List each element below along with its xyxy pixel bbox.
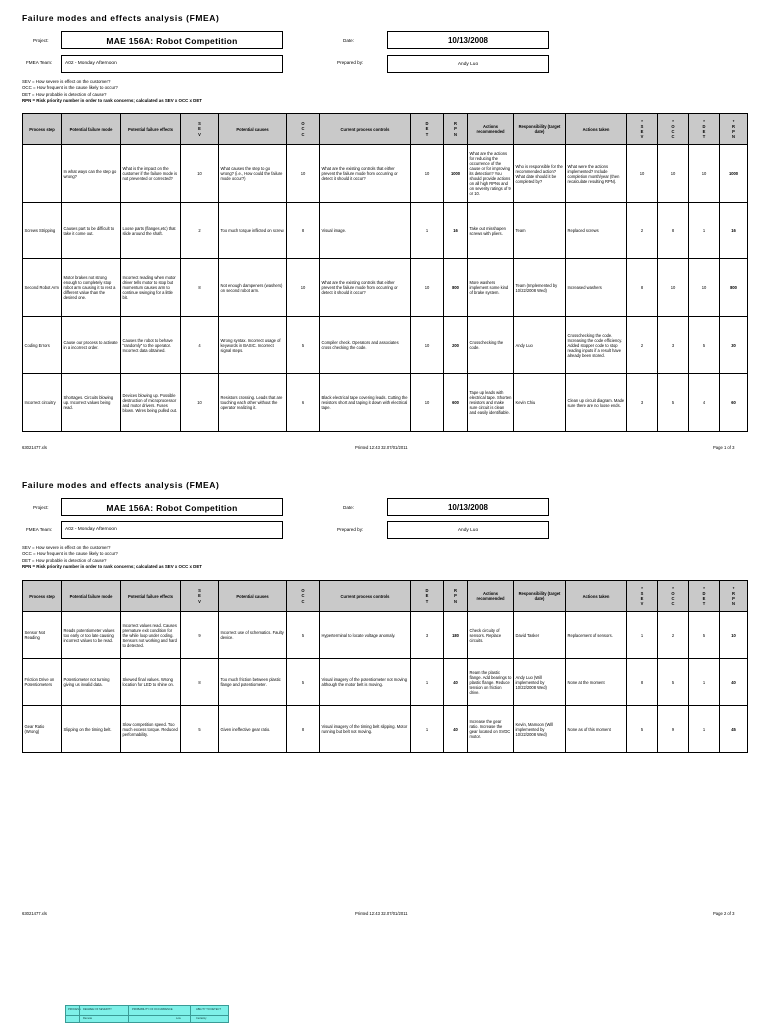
project-value: MAE 156A: Robot Competition	[106, 36, 238, 46]
table-cell[interactable]: Screws Stripping	[23, 203, 62, 259]
table-cell[interactable]: Too much torque inflicted on screw.	[219, 203, 287, 259]
team-label: FMEA Team:	[26, 527, 53, 532]
table-cell[interactable]: Not enough dampeners (washers) on second robot arm.	[219, 259, 287, 317]
table-cell[interactable]: More washers implement some kind of brake system.	[468, 259, 514, 317]
header-causes: Potential causes	[219, 581, 287, 612]
date-field[interactable]	[387, 498, 549, 516]
header-det: DET	[411, 114, 444, 145]
table-cell[interactable]: Check circuity of sensors. Replace circuits.	[468, 612, 514, 659]
table-cell[interactable]: Sensor Not Reading	[23, 612, 62, 659]
header-rpn: RPN	[444, 581, 468, 612]
table-row	[23, 145, 748, 203]
header-actions-recommended: Actions recommended	[468, 114, 514, 145]
table-cell[interactable]: 180	[444, 612, 468, 659]
table-cell[interactable]: 10	[627, 145, 658, 203]
table-cell[interactable]: What are the existing controls that either prevent the failure mode from occurring or detect it should it occur?	[320, 259, 411, 317]
table-cell[interactable]: Who is responsible for the recommended action? What date should it be completed by?	[514, 145, 566, 203]
footer-printed: Printed 12:43 32.07/01/2011	[355, 911, 408, 916]
header-process-step: Process step	[23, 114, 62, 145]
table-cell[interactable]: 1	[411, 203, 444, 259]
table-cell[interactable]: What are the actions for reducing the occurrence of the cause or for improving its detection? You should provide actions on all high RPNs and on severity ratings of 9 or 10.	[468, 145, 514, 203]
table-cell[interactable]: Increased washers	[566, 259, 627, 317]
team-field[interactable]	[61, 521, 283, 539]
table-row	[23, 706, 748, 753]
table-cell[interactable]: Causes part to be difficult to take it come out.	[62, 203, 121, 259]
table-cell[interactable]: Andy Luo	[514, 317, 566, 374]
table-cell[interactable]: 3	[627, 374, 658, 432]
table-cell[interactable]: Ream the plastic flange. Add bearings to plastic flange. Reduce tension on friction drive.	[468, 659, 514, 706]
project-field[interactable]	[61, 498, 283, 516]
project-field[interactable]	[61, 31, 283, 49]
table-cell[interactable]: 10	[411, 259, 444, 317]
table-cell[interactable]: 10	[411, 317, 444, 374]
header-sev: SEV	[181, 581, 219, 612]
header-new-occ: *OCC	[658, 114, 689, 145]
table-cell[interactable]: 1	[689, 659, 720, 706]
table-cell[interactable]: 1000	[444, 145, 468, 203]
table-cell[interactable]: 600	[444, 374, 468, 432]
rating-guide-strip	[65, 1005, 229, 1023]
legend-det: DET = How probable is detection of cause?	[22, 91, 107, 97]
table-cell[interactable]: 3	[658, 317, 689, 374]
table-cell[interactable]: Replaced screws	[566, 203, 627, 259]
table-cell[interactable]: Loose parts (flanges,etc) that slide around the shaft.	[121, 203, 181, 259]
table-cell[interactable]: Resistors crossing. Leads that are touching each other without the operator realizing it.	[219, 374, 287, 432]
project-value: MAE 156A: Robot Competition	[106, 503, 238, 513]
legend-sev: SEV = How severe is effect on the customer?	[22, 79, 111, 84]
date-value: 10/13/2008	[447, 503, 489, 512]
table-cell[interactable]: 10	[658, 259, 689, 317]
header-new-rpn: *RPN	[720, 114, 748, 145]
table-cell[interactable]: Incorrect use of schematics. Faulty device.	[219, 612, 287, 659]
table-cell[interactable]: None at the moment	[566, 659, 627, 706]
table-cell[interactable]: 2	[627, 203, 658, 259]
table-cell[interactable]: Visual image.	[320, 203, 411, 259]
table-cell[interactable]: Too much friction between plastic flange and potentiometer.	[219, 659, 287, 706]
table-cell[interactable]: 10	[287, 259, 320, 317]
table-cell[interactable]: 5	[627, 706, 658, 753]
table-cell[interactable]: 10	[411, 145, 444, 203]
table-cell[interactable]: 10	[720, 612, 748, 659]
table-cell[interactable]: Visual imagery of the timing belt slipping. Motor running but belt not moving.	[320, 706, 411, 753]
strip-cell: ABILITY TO DETECT	[196, 1008, 221, 1011]
table-cell[interactable]: 5	[287, 612, 320, 659]
header-failure-effects: Potential failure effects	[121, 581, 181, 612]
table-cell[interactable]: 8	[181, 259, 219, 317]
table-cell[interactable]: Shortages. Circuits blowing up. Incorrect values being read.	[62, 374, 121, 432]
team-field[interactable]	[61, 55, 283, 73]
table-cell[interactable]: 9	[181, 612, 219, 659]
footer-page: Page 1 of 3	[713, 445, 735, 450]
legend	[22, 79, 202, 105]
table-cell[interactable]: 5	[287, 317, 320, 374]
table-cell[interactable]: Team	[514, 203, 566, 259]
fmea-table	[22, 580, 748, 753]
table-cell[interactable]	[23, 145, 62, 203]
table-cell[interactable]: David Tasker	[514, 612, 566, 659]
table-cell[interactable]: Incorrect reading when motor driver tells motor to stop but momentum causes arm to continue swinging for a little bit.	[121, 259, 181, 317]
table-cell[interactable]: 1	[411, 659, 444, 706]
table-cell[interactable]: Reads potentiometer values too early or too late causing incorrect values to be read.	[62, 612, 121, 659]
table-cell[interactable]: Visual imagery of the potentiometer not moving although the motor belt is moving.	[320, 659, 411, 706]
table-cell[interactable]: Replacement of sensors.	[566, 612, 627, 659]
table-cell[interactable]: 8	[287, 706, 320, 753]
table-cell[interactable]: Slow competition speed. Too much excess torque. Reduced performability.	[121, 706, 181, 753]
table-row	[23, 259, 748, 317]
prepared-value: Andy Luo	[457, 62, 479, 67]
fmea-table	[22, 113, 748, 432]
legend-occ: OCC = How frequent is the cause likely to occur?	[22, 551, 118, 557]
header-causes: Potential causes	[219, 114, 287, 145]
table-cell[interactable]: 3	[411, 612, 444, 659]
table-cell[interactable]: Incorrect values read. Causes premature exit condition for the while loop under coding. Sensors not working and hard to detected.	[121, 612, 181, 659]
table-cell[interactable]: What are the existing controls that either prevent the failure mode from occurring or detect it should it occur?	[320, 145, 411, 203]
table-cell[interactable]: Clean up circuit diagram. Made sure there are no loose ends.	[566, 374, 627, 432]
table-cell[interactable]: 800	[720, 259, 748, 317]
table-cell[interactable]: Given ineffective gear ratio.	[219, 706, 287, 753]
header-det: DET	[411, 581, 444, 612]
header-new-det: *DET	[689, 114, 720, 145]
table-cell[interactable]: 8	[627, 659, 658, 706]
table-cell[interactable]: What were the actions implemented? Include completion month/year (then recalculate resulting RPN).	[566, 145, 627, 203]
table-cell[interactable]: 16	[720, 203, 748, 259]
table-cell[interactable]: 5	[658, 374, 689, 432]
header-new-sev: *SEV	[627, 581, 658, 612]
footer-filename: 63021477.xls	[22, 445, 47, 450]
strip-cell: PROBABILITY OF OCCURRENCE	[132, 1008, 173, 1011]
table-cell[interactable]: 5	[287, 659, 320, 706]
header-responsibility: Responsibility (target date)	[514, 581, 566, 612]
date-label: Date:	[343, 505, 354, 510]
table-cell[interactable]: What causes the step to go wrong? (i.e., How could the failure mode occur?)	[219, 145, 287, 203]
table-cell[interactable]: Wrong syntax. Incorrect usage of keywords in BASIC. Incorrect signal steps.	[219, 317, 287, 374]
table-cell[interactable]: 1	[627, 612, 658, 659]
table-cell[interactable]: Kevin, Mamoon (Will implemented by 10/22/2008 Wed)	[514, 706, 566, 753]
table-cell[interactable]: 1000	[720, 145, 748, 203]
header-actions-recommended: Actions recommended	[468, 581, 514, 612]
table-cell[interactable]: 1	[689, 203, 720, 259]
legend-det: DET = How probable is detection of cause?	[22, 557, 107, 563]
header-actions-taken: Actions taken	[566, 114, 627, 145]
table-cell[interactable]: 45	[720, 706, 748, 753]
strip-cell: DEGREE OF SEVERITY	[83, 1008, 112, 1011]
table-cell[interactable]: Skewed final values. Wrong location for LED to shine on.	[121, 659, 181, 706]
header-process-step: Process step	[23, 581, 62, 612]
table-cell[interactable]: Cause our process to activate in a incorrect order.	[62, 317, 121, 374]
table-cell[interactable]: Black electrical tape covering leads. Cutting the resistors short and taping it down with electrical tape.	[320, 374, 411, 432]
table-cell[interactable]: Kevin Chiu	[514, 374, 566, 432]
page-title: Failure modes and effects analysis (FMEA)	[22, 13, 220, 23]
table-cell[interactable]: Devices blowing up. Possible destruction of microprocessor and motor drivers. Fuses blown. Wires being pulled out.	[121, 374, 181, 432]
table-cell[interactable]: Incorrect circuitry	[23, 374, 62, 432]
date-label: Date:	[343, 38, 354, 43]
table-cell[interactable]: Andy Luo (Will implemented by 10/22/2008 Wed)	[514, 659, 566, 706]
project-label: Project:	[33, 505, 49, 510]
table-cell[interactable]: 8	[658, 203, 689, 259]
table-cell[interactable]: Compiler check. Operators and associates cross checking the code.	[320, 317, 411, 374]
header-controls: Current process controls	[320, 581, 411, 612]
table-cell[interactable]: Friction Drive on Potentiometers	[23, 659, 62, 706]
prepared-label: Prepared by:	[337, 527, 364, 532]
prepared-label: Prepared by:	[337, 60, 364, 65]
table-cell[interactable]: Potentiometer not turning giving us invalid data.	[62, 659, 121, 706]
table-cell[interactable]: 8	[181, 659, 219, 706]
table-cell[interactable]: What is the impact on the customer if the failure mode is not prevented or corrected?	[121, 145, 181, 203]
table-cell[interactable]: 10	[411, 374, 444, 432]
footer-page: Page 2 of 3	[713, 911, 735, 916]
table-cell[interactable]: 40	[720, 659, 748, 706]
prepared-field[interactable]	[387, 521, 549, 539]
date-value: 10/13/2008	[447, 36, 489, 45]
table-cell[interactable]: 5	[658, 659, 689, 706]
footer-filename: 63021477.xls	[22, 911, 47, 916]
table-cell[interactable]: 9	[658, 706, 689, 753]
table-cell[interactable]: 4	[689, 374, 720, 432]
table-cell[interactable]: 2	[627, 317, 658, 374]
table-cell[interactable]: Team (Implemented by 10/22/2008 Wed)	[514, 259, 566, 317]
table-cell[interactable]: 5	[689, 612, 720, 659]
table-cell[interactable]: 16	[444, 203, 468, 259]
header-new-det: *DET	[689, 581, 720, 612]
strip-sub: Low	[176, 1017, 181, 1020]
header-occ: OCC	[287, 114, 320, 145]
table-row	[23, 612, 748, 659]
table-cell[interactable]: Tape up leads with electrical tape. Shorten resistors and make sure circuit is clean and easily identifiable.	[468, 374, 514, 432]
table-cell[interactable]: 800	[444, 259, 468, 317]
table-row	[23, 659, 748, 706]
header-sev: SEV	[181, 114, 219, 145]
table-cell[interactable]: 40	[444, 706, 468, 753]
header-occ: OCC	[287, 581, 320, 612]
strip-sub: Certainty	[196, 1017, 207, 1020]
team-label: FMEA Team:	[26, 60, 53, 65]
table-cell[interactable]: Causes the robot to behave "randomly" to the operator. Incorrect data obtained.	[121, 317, 181, 374]
table-cell[interactable]: 5	[181, 706, 219, 753]
header-responsibility: Responsibility (target date)	[514, 114, 566, 145]
table-cell[interactable]: Motor brakes not strong enough to completely stop robot arm causing it to rest a different value than the desired one.	[62, 259, 121, 317]
table-cell[interactable]: Take out misshapen screws with pliers.	[468, 203, 514, 259]
legend-rpn: RPN = Risk priority number in order to rank concerns; calculated as SEV x OCC x DET	[22, 98, 202, 104]
header-new-sev: *SEV	[627, 114, 658, 145]
table-cell[interactable]: 10	[689, 145, 720, 203]
page-title: Failure modes and effects analysis (FMEA)	[22, 480, 220, 490]
header-new-rpn: *RPN	[720, 581, 748, 612]
table-cell[interactable]: Coding Errors	[23, 317, 62, 374]
table-cell[interactable]: 6	[287, 374, 320, 432]
table-cell[interactable]: 5	[689, 317, 720, 374]
header-failure-mode: Potential failure mode	[62, 114, 121, 145]
table-cell[interactable]: 8	[287, 203, 320, 259]
legend-sev: SEV = How severe is effect on the customer?	[22, 545, 111, 550]
header-rpn: RPN	[444, 114, 468, 145]
table-cell[interactable]: 10	[658, 145, 689, 203]
team-value: A02 - Monday Afternoon	[65, 61, 117, 66]
table-cell[interactable]: Increase the gear ratio. Increase the gear located on SVDC motor.	[468, 706, 514, 753]
table-cell[interactable]: 1	[411, 706, 444, 753]
table-cell[interactable]: 30	[720, 317, 748, 374]
table-cell[interactable]: Slipping on the timing belt.	[62, 706, 121, 753]
table-cell[interactable]: Second Robot Arm	[23, 259, 62, 317]
table-cell[interactable]: 2	[181, 203, 219, 259]
table-cell[interactable]: 10	[689, 259, 720, 317]
table-cell[interactable]: 1	[689, 706, 720, 753]
table-row	[23, 203, 748, 259]
table-cell[interactable]: Gear Ratio (Wrong)	[23, 706, 62, 753]
table-cell[interactable]: In what ways can the step go wrong?	[62, 145, 121, 203]
legend-occ: OCC = How frequent is the cause likely to occur?	[22, 85, 118, 91]
table-cell[interactable]: 10	[181, 145, 219, 203]
header-new-occ: *OCC	[658, 581, 689, 612]
table-cell[interactable]: None as of this moment	[566, 706, 627, 753]
header-controls: Current process controls	[320, 114, 411, 145]
table-cell[interactable]: 10	[181, 374, 219, 432]
table-cell[interactable]: 60	[720, 374, 748, 432]
prepared-value: Andy Luo	[457, 528, 479, 533]
table-row	[23, 317, 748, 374]
header-failure-effects: Potential failure effects	[121, 114, 181, 145]
strip-sub: Remote	[83, 1017, 93, 1020]
table-cell[interactable]: 4	[181, 317, 219, 374]
table-cell[interactable]: Crosschecking the code. Increasing the code efficiency. Added stopper code to stop reading inputs if a result have already been stored.	[566, 317, 627, 374]
date-field[interactable]	[387, 31, 549, 49]
table-cell[interactable]: 40	[444, 659, 468, 706]
prepared-field[interactable]	[387, 55, 549, 73]
header-failure-mode: Potential failure mode	[62, 581, 121, 612]
team-value: A02 - Monday Afternoon	[65, 527, 117, 532]
table-cell[interactable]: 10	[287, 145, 320, 203]
project-label: Project:	[33, 38, 49, 43]
footer-printed: Printed 12:43 32.07/01/2011	[355, 445, 408, 450]
legend	[22, 545, 202, 571]
table-cell[interactable]: Crosschecking the code.	[468, 317, 514, 374]
table-cell[interactable]: 2	[658, 612, 689, 659]
legend-rpn: RPN = Risk priority number in order to rank concerns; calculated as SEV x OCC x DET	[22, 564, 202, 570]
header-actions-taken: Actions taken	[566, 581, 627, 612]
table-cell[interactable]: 8	[627, 259, 658, 317]
table-cell[interactable]: Hyperterminal to locate voltage anomaly.	[320, 612, 411, 659]
table-row	[23, 374, 748, 432]
table-cell[interactable]: 200	[444, 317, 468, 374]
strip-cell: PROCESS	[68, 1008, 81, 1011]
